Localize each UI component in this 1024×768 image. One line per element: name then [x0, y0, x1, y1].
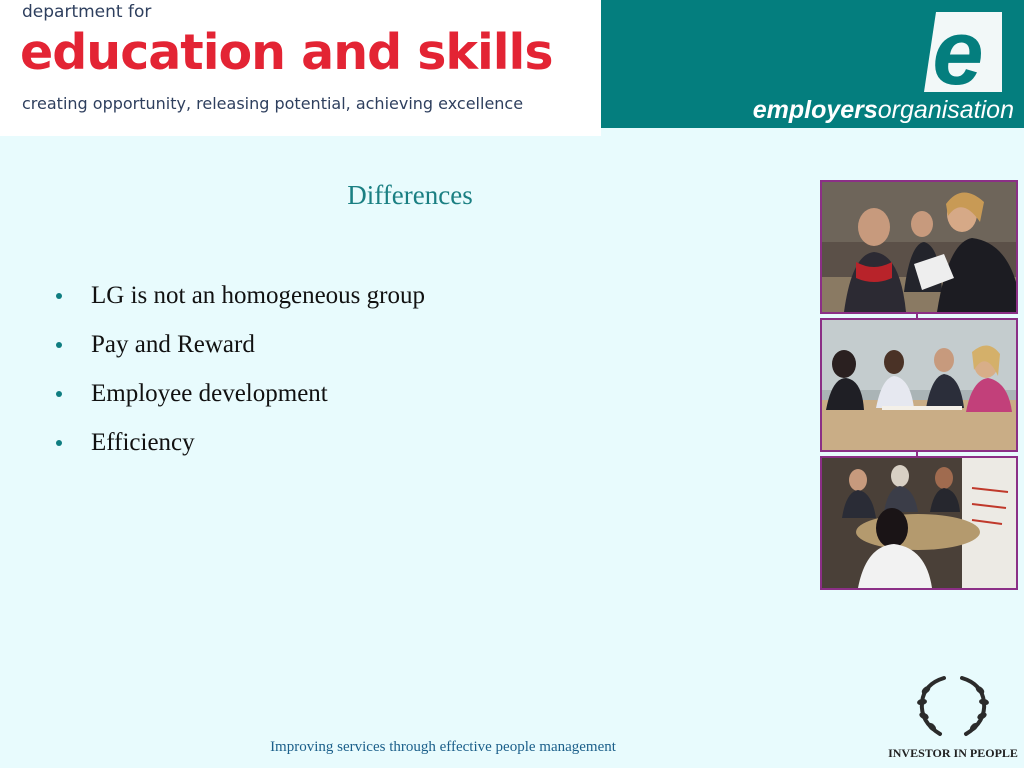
slide-title: Differences	[347, 180, 473, 210]
photo-workshop-icon	[822, 458, 1016, 588]
investor-in-people-text: INVESTOR IN PEOPLE	[888, 746, 1018, 760]
bullet-item	[50, 378, 425, 427]
eo-name-italic: organisation	[877, 96, 1014, 124]
laurel-wreath-icon	[888, 672, 1018, 744]
bullet-icon	[56, 342, 62, 348]
photo-classroom-discussion	[820, 180, 1018, 314]
photo-meeting-icon	[822, 320, 1016, 450]
employers-organisation-logo-icon	[896, 6, 1016, 96]
dfes-tagline: creating opportunity, releasing potential, achieving excellence	[22, 94, 524, 113]
photo-classroom-icon	[822, 182, 1016, 312]
dfes-main-line: education and skills	[20, 24, 553, 81]
investor-in-people-badge	[888, 672, 1018, 760]
bullet-text: Pay and Reward	[91, 331, 255, 358]
footer-text: Improving services through effective people management	[270, 739, 616, 755]
employers-organisation-banner	[601, 0, 1024, 128]
photo-workshop-group	[820, 456, 1018, 590]
bullet-item	[50, 329, 425, 378]
dfes-dept-line: department for	[22, 2, 152, 22]
eo-name-bold: employers	[752, 96, 878, 124]
bullet-list	[50, 280, 425, 476]
bullet-text: LG is not an homogeneous group	[91, 282, 425, 309]
bullet-icon	[56, 391, 62, 397]
bullet-text: Employee development	[91, 380, 328, 407]
bullet-item	[50, 280, 425, 329]
bullet-icon	[56, 293, 62, 299]
bullet-item	[50, 427, 425, 476]
eo-logo-letter: e	[932, 6, 984, 96]
bullet-text: Efficiency	[91, 429, 195, 456]
photo-meeting-table	[820, 318, 1018, 452]
employers-organisation-name	[753, 96, 1014, 125]
dfes-logo	[0, 0, 601, 136]
bullet-icon	[56, 440, 62, 446]
